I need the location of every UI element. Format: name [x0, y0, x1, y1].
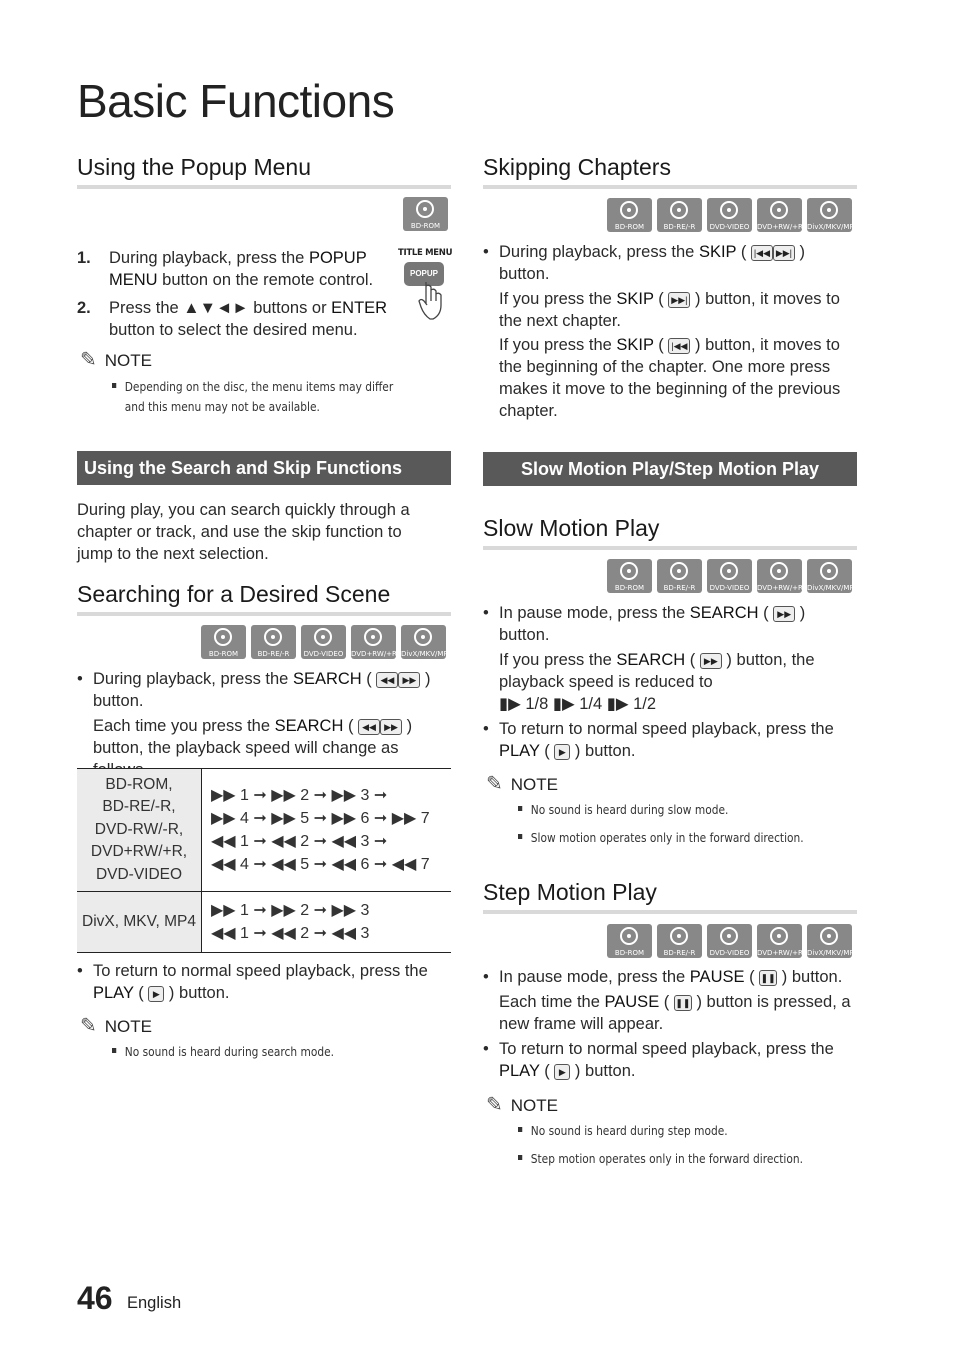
- page-number: 46: [77, 1280, 113, 1316]
- dvd-video-disc-icon: DVD-VIDEO: [707, 198, 752, 232]
- slow-bullet-1: In pause mode, press the SEARCH ( ▶▶ ) button.: [499, 604, 806, 644]
- search-fwd-key-icon: ▶▶: [380, 719, 402, 735]
- popup-step-1: 1. During playback, press the POPUP MENU button on the remote control.: [77, 249, 374, 289]
- search-fwd-key-icon: ▶▶: [700, 653, 722, 669]
- step-bullet-2: To return to normal speed playback, press the PLAY ( ▶ ) button.: [499, 1040, 834, 1080]
- skipping-para-1: If you press the SKIP ( ▶▶| ) button, it moves to the next chapter.: [499, 290, 840, 330]
- table-cell-discs: DivX, MKV, MP4: [77, 892, 202, 953]
- skip-back-key-icon: |◀◀: [751, 245, 773, 261]
- bd-rom-disc-icon: BD-ROM: [201, 625, 246, 659]
- slow-para-1: If you press the SEARCH ( ▶▶ ) button, the playback speed is reduced to ▮▶ 1/8 ▮▶ 1/4 ▮▶ 1/2: [499, 651, 815, 713]
- popup-note-title: ✎ NOTE: [80, 349, 152, 371]
- skip-fwd-key-icon: ▶▶|: [773, 245, 795, 261]
- bd-re-disc-icon: BD-RE/-R: [657, 924, 702, 958]
- slow-speed-sequence: ▮▶ 1/8 ▮▶ 1/4 ▮▶ 1/2: [499, 695, 657, 713]
- searching-bullet-1: During playback, press the SEARCH ( ◀◀ ▶▶ ) button.: [93, 670, 431, 710]
- divider: [483, 546, 857, 550]
- skipping-bullet-1: During playback, press the SKIP ( |◀◀ ▶▶| ) button.: [499, 243, 806, 283]
- disc-icons: [607, 559, 859, 593]
- pause-key-icon: ❚❚: [674, 995, 692, 1011]
- table-cell-discs: BD-ROM, BD-RE/-R, DVD-RW/-R, DVD+RW/+R, DVD-VIDEO: [77, 769, 202, 892]
- popup-step-2: 2. Press the ▲▼◄► buttons or ENTER button to select the desired menu.: [77, 299, 388, 339]
- step-note-text-1: No sound is heard during step mode.: [518, 1121, 728, 1141]
- pencil-icon: ✎: [80, 349, 97, 371]
- table-row: [77, 769, 451, 892]
- step-note-text-2: Step motion operates only in the forward direction.: [518, 1149, 803, 1169]
- divider: [77, 185, 451, 189]
- dvd-rw-disc-icon: DVD+RW/+R: [351, 625, 396, 659]
- bd-rom-disc-icon: BD-ROM: [607, 198, 652, 232]
- divx-film-icon: DivX/MKV/MP4: [807, 198, 852, 232]
- slow-note-title: ✎ NOTE: [486, 773, 558, 795]
- dvd-video-disc-icon: DVD-VIDEO: [301, 625, 346, 659]
- step-heading: Step Motion Play: [483, 879, 657, 905]
- search-back-key-icon: ◀◀: [358, 719, 380, 735]
- search-skip-bar: Using the Search and Skip Functions: [77, 451, 451, 485]
- search-back-key-icon: ◀◀: [376, 672, 398, 688]
- play-key-icon: ▶: [554, 744, 570, 760]
- searching-bullet-2: To return to normal speed playback, press the PLAY ( ▶ ) button.: [93, 962, 428, 1002]
- skipping-heading: Skipping Chapters: [483, 154, 671, 180]
- step-note-title: ✎ NOTE: [486, 1094, 558, 1116]
- disc-icons: [201, 625, 453, 659]
- remote-popup-button-illustration: TITLE MENU POPUP: [398, 248, 454, 324]
- divider: [483, 910, 857, 914]
- table-row: [77, 892, 451, 953]
- dvd-rw-disc-icon: DVD+RW/+R: [757, 559, 802, 593]
- pencil-icon: ✎: [486, 773, 503, 795]
- pause-key-icon: ❚❚: [759, 970, 777, 986]
- slow-bullet-2: To return to normal speed playback, press the PLAY ( ▶ ) button.: [499, 720, 834, 760]
- hand-icon: [418, 280, 446, 322]
- disc-icons: [607, 924, 859, 958]
- play-key-icon: ▶: [148, 986, 164, 1002]
- divider: [77, 612, 451, 616]
- pencil-icon: ✎: [80, 1015, 97, 1037]
- searching-note-text: No sound is heard during search mode.: [112, 1042, 334, 1062]
- page-language: English: [127, 1294, 182, 1312]
- play-key-icon: ▶: [554, 1064, 570, 1080]
- searching-note-title: ✎ NOTE: [80, 1015, 152, 1037]
- search-speed-table: [77, 768, 451, 953]
- disc-icons: [403, 197, 448, 231]
- slow-note-text-2: Slow motion operates only in the forward direction.: [518, 828, 804, 848]
- dvd-video-disc-icon: DVD-VIDEO: [707, 924, 752, 958]
- table-cell-speeds: ▶▶ 1 ➞ ▶▶ 2 ➞ ▶▶ 3 ◀◀ 1 ➞ ◀◀ 2 ➞ ◀◀ 3: [202, 892, 452, 953]
- searching-heading: Searching for a Desired Scene: [77, 581, 391, 607]
- bd-re-disc-icon: BD-RE/-R: [251, 625, 296, 659]
- search-fwd-key-icon: ▶▶: [773, 606, 795, 622]
- divx-film-icon: DivX/MKV/MP4: [807, 924, 852, 958]
- dvd-rw-disc-icon: DVD+RW/+R: [757, 198, 802, 232]
- bd-re-disc-icon: BD-RE/-R: [657, 559, 702, 593]
- popup-note-text: Depending on the disc, the menu items may differ and this menu may not be available.: [112, 377, 393, 417]
- search-skip-intro: During play, you can search quickly through a chapter or track, and use the skip function to jump to the next selection.: [77, 501, 410, 563]
- step-para-1: Each time the PAUSE ( ❚❚ ) button is pressed, a new frame will appear.: [499, 993, 851, 1033]
- pencil-icon: ✎: [486, 1094, 503, 1116]
- searching-para-1: Each time you press the SEARCH ( ◀◀ ▶▶ ) button, the playback speed will change as: [93, 717, 413, 757]
- dvd-rw-disc-icon: DVD+RW/+R: [757, 924, 802, 958]
- divx-film-icon: DivX/MKV/MP4: [807, 559, 852, 593]
- slow-note-text-1: No sound is heard during slow mode.: [518, 800, 728, 820]
- table-cell-speeds: ▶▶ 1 ➞ ▶▶ 2 ➞ ▶▶ 3 ➞ ▶▶ 4 ➞ ▶▶ 5 ➞ ▶▶ 6 ➞ ▶▶ 7 ◀◀ 1 ➞ ◀◀ 2 ➞ ◀◀ 3 ➞ ◀◀ 4 ➞ ◀◀ 5 ➞ ◀◀ 6 ➞ ◀◀ 7: [202, 769, 452, 892]
- skip-back-key-icon: |◀◀: [668, 338, 690, 354]
- bd-rom-disc-icon: BD-ROM: [403, 197, 448, 231]
- bd-re-disc-icon: BD-RE/-R: [657, 198, 702, 232]
- skipping-para-2: If you press the SKIP ( |◀◀ ) button, it moves to the beginning of the chapter. One more press makes it move to the beginning of the previous chapter.: [499, 336, 841, 420]
- slow-heading: Slow Motion Play: [483, 515, 660, 541]
- step-bullet-1: In pause mode, press the PAUSE ( ❚❚ ) button.: [499, 968, 843, 986]
- disc-icons: [607, 198, 859, 232]
- divider: [483, 185, 857, 189]
- popup-heading: Using the Popup Menu: [77, 154, 311, 180]
- slow-step-bar: Slow Motion Play/Step Motion Play: [483, 452, 857, 486]
- bd-rom-disc-icon: BD-ROM: [607, 924, 652, 958]
- skip-fwd-key-icon: ▶▶|: [668, 292, 690, 308]
- bd-rom-disc-icon: BD-ROM: [607, 559, 652, 593]
- divx-film-icon: DivX/MKV/MP4: [401, 625, 446, 659]
- search-fwd-key-icon: ▶▶: [398, 672, 420, 688]
- page-title: Basic Functions: [77, 75, 395, 127]
- dvd-video-disc-icon: DVD-VIDEO: [707, 559, 752, 593]
